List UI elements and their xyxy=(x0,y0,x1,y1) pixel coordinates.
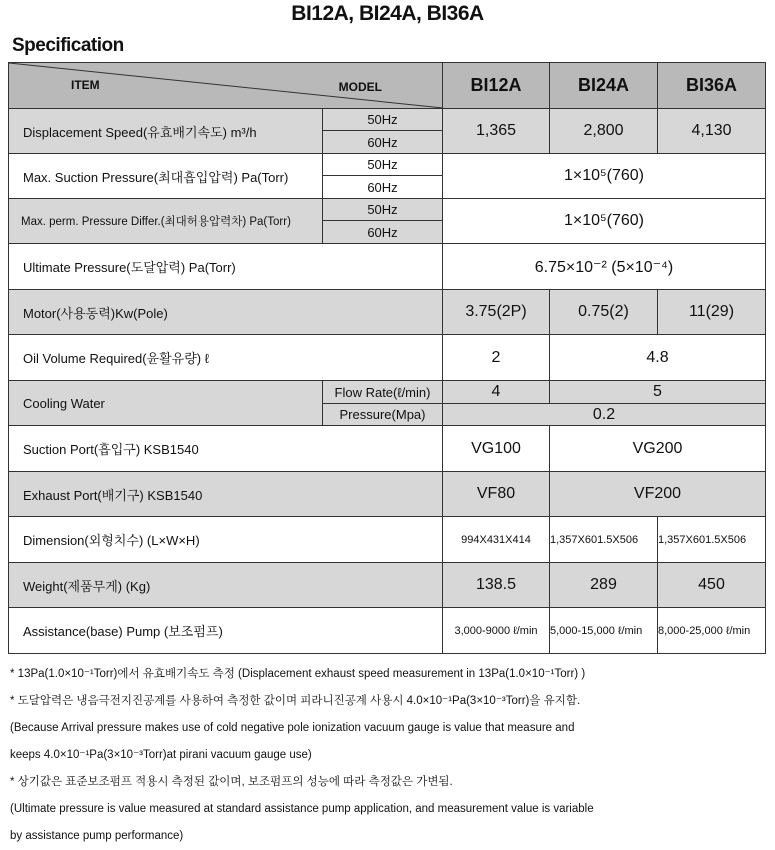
table-row xyxy=(9,335,766,381)
exhaust-port-bi12a: VF80 xyxy=(443,472,550,517)
dimension-bi12a: 994X431X414 xyxy=(443,517,550,563)
freq-50hz: 50Hz xyxy=(323,154,443,176)
specification-table xyxy=(8,62,766,654)
table-row xyxy=(9,563,766,608)
weight-label: Weight(제품무게) (Kg) xyxy=(9,563,443,608)
motor-bi36a: 11(29) xyxy=(658,290,766,335)
flow-rate-label: Flow Rate(ℓ/min) xyxy=(323,381,443,404)
oil-bi12a: 2 xyxy=(443,335,550,381)
motor-bi12a: 3.75(2P) xyxy=(443,290,550,335)
footnote: keeps 4.0×10⁻¹Pa(3×10⁻³Torr)at pirani vacuum gauge use) xyxy=(10,749,312,761)
table-row xyxy=(9,472,766,517)
footnote: (Ultimate pressure is value measured at standard assistance pump application, and measurement value is variable xyxy=(10,803,594,815)
freq-60hz: 60Hz xyxy=(323,176,443,199)
assistance-pump-label: Assistance(base) Pump (보조펌프) xyxy=(9,608,443,654)
footnote: * 13Pa(1.0×10⁻¹Torr)에서 유효배기속도 측정 (Displacement exhaust speed measurement in 13Pa(1.0×10⁻¹Torr) ) xyxy=(10,668,586,680)
oil-bi24a-bi36a: 4.8 xyxy=(550,335,766,381)
suction-port-label: Suction Port(흡입구) KSB1540 xyxy=(9,426,443,472)
pump-bi12a: 3,000-9000 ℓ/min xyxy=(443,608,550,654)
model-bi24a-header: BI24A xyxy=(550,63,658,109)
displacement-bi36a: 4,130 xyxy=(658,109,766,154)
pressure-mpa-value: 0.2 xyxy=(443,404,766,426)
flow-rate-bi12a: 4 xyxy=(443,381,550,404)
footnote: * 도달압력은 냉음극전지진공계를 사용하여 측정한 값이며 피라니진공계 사용시 4.0×10⁻¹Pa(3×10⁻³Torr)을 유지함. xyxy=(10,695,581,707)
freq-50hz: 50Hz xyxy=(323,109,443,131)
table-row xyxy=(9,381,766,404)
model-bi12a-header: BI12A xyxy=(443,63,550,109)
max-suction-pressure-value: 1×10⁵(760) xyxy=(443,154,766,199)
table-row xyxy=(9,608,766,654)
flow-rate-bi24a-bi36a: 5 xyxy=(550,381,766,404)
displacement-speed-label: Displacement Speed(유효배기속도) m³/h xyxy=(9,109,323,154)
exhaust-port-bi24a-bi36a: VF200 xyxy=(550,472,766,517)
cooling-water-label: Cooling Water xyxy=(9,381,323,426)
footnotes xyxy=(10,661,770,850)
suction-port-bi12a: VG100 xyxy=(443,426,550,472)
section-title: Specification xyxy=(12,35,124,56)
table-row xyxy=(9,109,766,131)
freq-50hz: 50Hz xyxy=(323,199,443,221)
table-row xyxy=(9,426,766,472)
freq-60hz: 60Hz xyxy=(323,131,443,154)
ultimate-pressure-label: Ultimate Pressure(도달압력) Pa(Torr) xyxy=(9,244,443,290)
max-perm-pressure-label: Max. perm. Pressure Differ.(최대허용압력차) Pa(Torr) xyxy=(9,199,323,244)
displacement-bi24a: 2,800 xyxy=(550,109,658,154)
dimension-label: Dimension(외형치수) (L×W×H) xyxy=(9,517,443,563)
dimension-bi36a: 1,357X601.5X506 xyxy=(658,517,766,563)
table-header-row xyxy=(9,63,766,109)
footnote: by assistance pump performance) xyxy=(10,830,184,842)
max-suction-pressure-label: Max. Suction Pressure(최대흡입압력) Pa(Torr) xyxy=(9,154,323,199)
pump-bi36a: 8,000-25,000 ℓ/min xyxy=(658,608,766,654)
motor-bi24a: 0.75(2) xyxy=(550,290,658,335)
pressure-mpa-label: Pressure(Mpa) xyxy=(323,404,443,426)
table-row xyxy=(9,290,766,335)
freq-60hz: 60Hz xyxy=(323,221,443,244)
table-row xyxy=(9,244,766,290)
motor-label: Motor(사용동력)Kw(Pole) xyxy=(9,290,443,335)
oil-volume-label: Oil Volume Required(윤활유량) ℓ xyxy=(9,335,443,381)
dimension-bi24a: 1,357X601.5X506 xyxy=(550,517,658,563)
page-title: BI12A, BI24A, BI36A xyxy=(291,2,484,25)
model-header-label: MODEL xyxy=(338,80,382,94)
table-row xyxy=(9,199,766,221)
weight-bi36a: 450 xyxy=(658,563,766,608)
suction-port-bi24a-bi36a: VG200 xyxy=(550,426,766,472)
exhaust-port-label: Exhaust Port(배기구) KSB1540 xyxy=(9,472,443,517)
weight-bi24a: 289 xyxy=(550,563,658,608)
table-row xyxy=(9,517,766,563)
item-header-label: ITEM xyxy=(71,78,100,92)
max-perm-pressure-value: 1×10⁵(760) xyxy=(443,199,766,244)
footnote: (Because Arrival pressure makes use of cold negative pole ionization vacuum gauge is value that measure and xyxy=(10,722,575,734)
model-bi36a-header: BI36A xyxy=(658,63,766,109)
weight-bi12a: 138.5 xyxy=(443,563,550,608)
pump-bi24a: 5,000-15,000 ℓ/min xyxy=(550,608,658,654)
item-model-header xyxy=(9,63,443,109)
table-row xyxy=(9,154,766,176)
footnote: * 상기값은 표준보조펌프 적용시 측정된 값이며, 보조펌프의 성능에 따라 측정값은 가변됨. xyxy=(10,776,453,788)
displacement-bi12a: 1,365 xyxy=(443,109,550,154)
ultimate-pressure-value: 6.75×10⁻² (5×10⁻⁴) xyxy=(443,244,766,290)
